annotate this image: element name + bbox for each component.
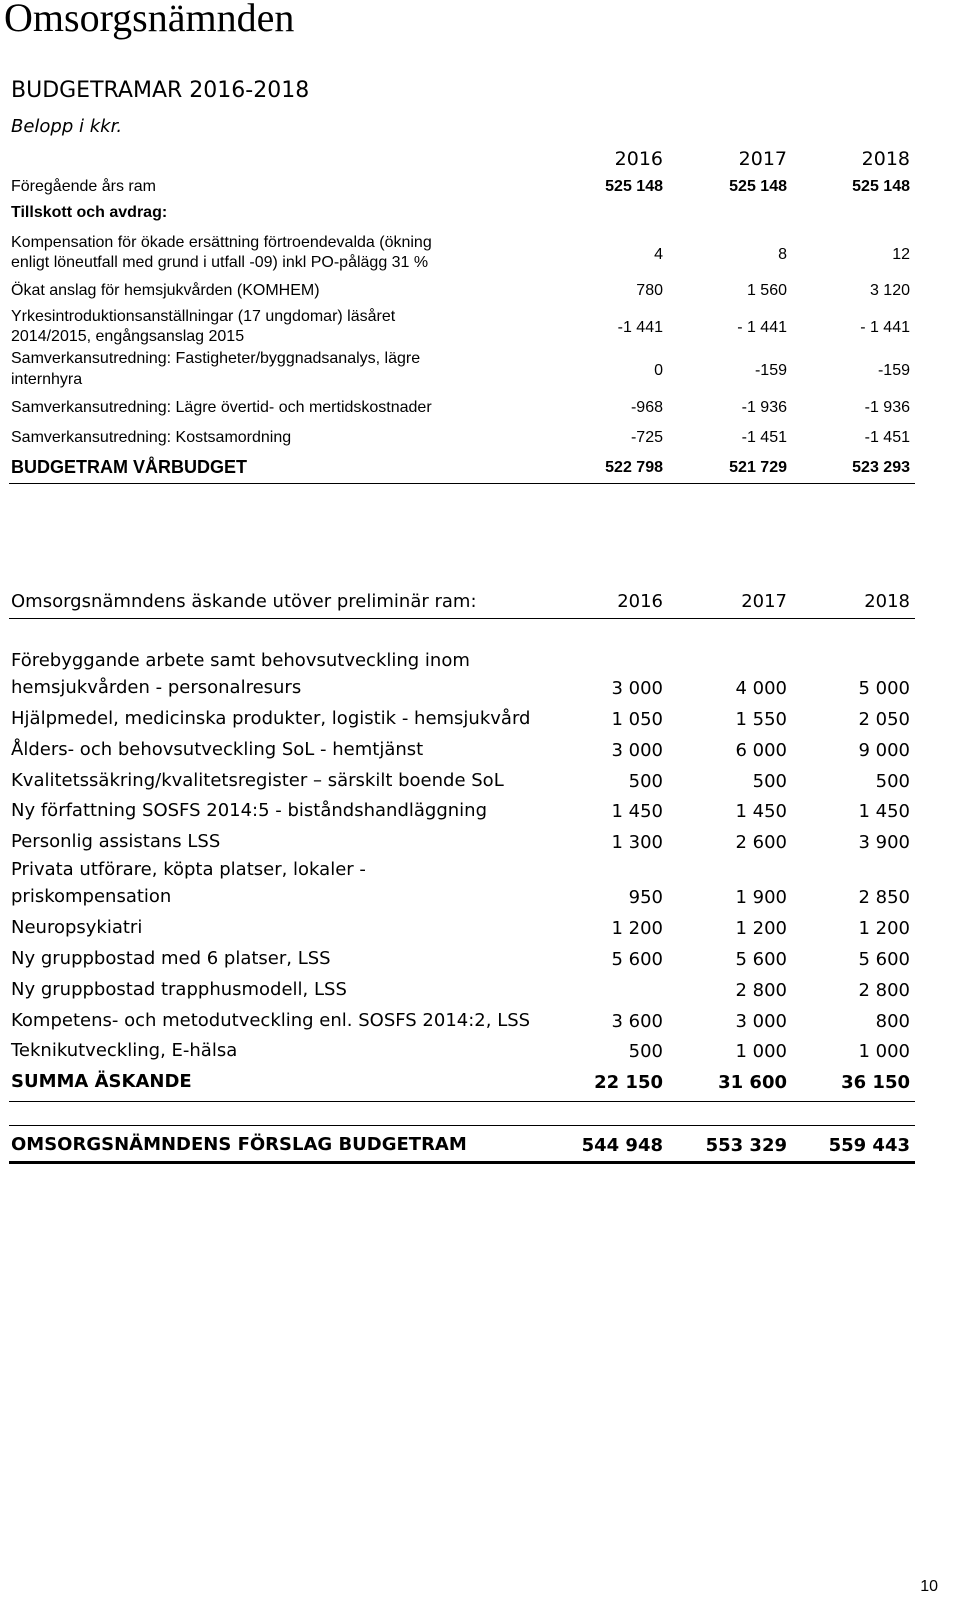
request-label: Privata utförare, köpta platser, lokaler -	[11, 859, 366, 880]
request-label: Hjälpmedel, medicinska produkter, logistik - hemsjukvård	[11, 708, 531, 729]
year-header-2018: 2018	[861, 148, 910, 170]
request-value-2018: 1 000	[858, 1041, 910, 1062]
budget-heading: BUDGETRAMAR 2016-2018	[11, 78, 310, 103]
request-value-2018: 5 600	[858, 949, 910, 970]
row-label: internhyra	[11, 371, 83, 388]
total-value-2017: 521 729	[729, 459, 787, 476]
request-value-2016: 500	[628, 771, 663, 792]
year-header-2017: 2017	[738, 148, 787, 170]
proposal-label: OMSORGSNÄMNDENS FÖRSLAG BUDGETRAM	[11, 1134, 467, 1155]
row-value-2017: 1 560	[746, 282, 787, 299]
row-value-2016: 4	[654, 246, 663, 263]
sum-value-2018: 36 150	[841, 1072, 910, 1093]
row-value-2016: 780	[636, 282, 663, 299]
proposal-value-2018: 559 443	[828, 1135, 910, 1156]
request-value-2016: 1 050	[611, 709, 663, 730]
request-value-2017: 2 800	[735, 980, 787, 1001]
row-label: Kompensation för ökade ersättning förtroendevalda (ökning	[11, 234, 432, 251]
proposal-value-2016: 544 948	[581, 1135, 663, 1156]
request-value-2018: 800	[875, 1011, 910, 1032]
request-value-2017: 4 000	[735, 678, 787, 699]
request-value-2018: 1 450	[858, 801, 910, 822]
request-value-2017: 1 200	[735, 918, 787, 939]
request-label: Ålders- och behovsutveckling SoL - hemtjänst	[11, 739, 424, 760]
request-value-2016: 3 600	[611, 1011, 663, 1032]
proposal-value-2017: 553 329	[705, 1135, 787, 1156]
divider	[9, 483, 915, 484]
request-value-2016: 500	[628, 1041, 663, 1062]
request-value-2017: 1 450	[735, 801, 787, 822]
request-value-2016: 1 450	[611, 801, 663, 822]
request-label: hemsjukvården - personalresurs	[11, 677, 302, 698]
row-label: Samverkansutredning: Kostsamordning	[11, 429, 292, 446]
row-label: Yrkesintroduktionsanställningar (17 ungdomar) läsåret	[11, 308, 396, 325]
row-value-2018: 12	[892, 246, 910, 263]
row-label: Tillskott och avdrag:	[11, 204, 168, 221]
request-label: Ny gruppbostad med 6 platser, LSS	[11, 948, 331, 969]
request-value-2018: 1 200	[858, 918, 910, 939]
request-value-2018: 2 850	[858, 887, 910, 908]
request-label: Ny författning SOSFS 2014:5 - biståndshandläggning	[11, 800, 488, 821]
request-value-2017: 500	[752, 771, 787, 792]
page-title: Omsorgsnämnden	[4, 0, 295, 40]
request-value-2016: 3 000	[611, 740, 663, 761]
row-value-2017: -159	[754, 362, 787, 379]
request-value-2017: 1 900	[735, 887, 787, 908]
request-value-2018: 3 900	[858, 832, 910, 853]
row-value-2018: -159	[877, 362, 910, 379]
total-value-2018: 523 293	[852, 459, 910, 476]
request-label: Personlig assistans LSS	[11, 831, 221, 852]
request-value-2018: 9 000	[858, 740, 910, 761]
sum-label: SUMMA ÄSKANDE	[11, 1071, 192, 1092]
sum-value-2017: 31 600	[718, 1072, 787, 1093]
request-label: Förebyggande arbete samt behovsutveckling inom	[11, 650, 470, 671]
request-label: Neuropsykiatri	[11, 917, 143, 938]
request-label: Teknikutveckling, E-hälsa	[11, 1040, 238, 1061]
request-value-2017: 1 550	[735, 709, 787, 730]
row-value-2016: -725	[630, 429, 663, 446]
row-value-2017: - 1 441	[737, 319, 787, 336]
request-value-2018: 500	[875, 771, 910, 792]
request-value-2017: 1 000	[735, 1041, 787, 1062]
year-header-2017: 2017	[741, 591, 787, 612]
total-label: BUDGETRAM VÅRBUDGET	[11, 457, 247, 477]
year-header-2016: 2016	[614, 148, 663, 170]
row-value-2018: -1 451	[864, 429, 910, 446]
request-heading: Omsorgsnämndens äskande utöver preliminär ram:	[11, 591, 477, 612]
divider	[9, 618, 915, 619]
request-value-2018: 2 800	[858, 980, 910, 1001]
request-value-2018: 5 000	[858, 678, 910, 699]
row-value-2016: -1 441	[617, 319, 663, 336]
row-label: Föregående års ram	[11, 178, 156, 195]
row-value-2016: -968	[630, 399, 663, 416]
request-label: Ny gruppbostad trapphusmodell, LSS	[11, 979, 347, 1000]
row-value-2018: 525 148	[852, 178, 910, 195]
year-header-2018: 2018	[864, 591, 910, 612]
total-value-2016: 522 798	[605, 459, 663, 476]
request-value-2017: 5 600	[735, 949, 787, 970]
row-value-2017: 525 148	[729, 178, 787, 195]
row-value-2018: - 1 441	[860, 319, 910, 336]
row-value-2018: 3 120	[869, 282, 910, 299]
row-label: Ökat anslag för hemsjukvården (KOMHEM)	[11, 282, 320, 299]
request-value-2017: 6 000	[735, 740, 787, 761]
page-number: 10	[920, 1578, 938, 1595]
double-divider	[9, 1161, 915, 1164]
sum-value-2016: 22 150	[594, 1072, 663, 1093]
request-label: priskompensation	[11, 886, 172, 907]
request-value-2016: 950	[628, 887, 663, 908]
row-value-2017: -1 936	[741, 399, 787, 416]
request-value-2017: 3 000	[735, 1011, 787, 1032]
row-label: enligt löneutfall med grund i utfall -09) inkl PO-pålägg 31 %	[11, 254, 429, 271]
request-value-2016: 1 300	[611, 832, 663, 853]
amount-unit-note: Belopp i kkr.	[11, 116, 123, 137]
row-value-2016: 525 148	[605, 178, 663, 195]
row-value-2017: -1 451	[741, 429, 787, 446]
row-label: Samverkansutredning: Fastigheter/byggnadsanalys, lägre	[11, 350, 421, 367]
row-label: 2014/2015, engångsanslag 2015	[11, 328, 245, 345]
row-label: Samverkansutredning: Lägre övertid- och mertidskostnader	[11, 399, 432, 416]
request-label: Kompetens- och metodutveckling enl. SOSFS 2014:2, LSS	[11, 1010, 531, 1031]
row-value-2016: 0	[654, 362, 663, 379]
request-value-2017: 2 600	[735, 832, 787, 853]
request-value-2018: 2 050	[858, 709, 910, 730]
year-header-2016: 2016	[617, 591, 663, 612]
divider	[9, 1125, 915, 1126]
request-value-2016: 1 200	[611, 918, 663, 939]
request-value-2016: 5 600	[611, 949, 663, 970]
divider	[9, 1101, 915, 1102]
request-value-2016: 3 000	[611, 678, 663, 699]
row-value-2017: 8	[778, 246, 787, 263]
row-value-2018: -1 936	[864, 399, 910, 416]
request-label: Kvalitetssäkring/kvalitetsregister – särskilt boende SoL	[11, 770, 504, 791]
